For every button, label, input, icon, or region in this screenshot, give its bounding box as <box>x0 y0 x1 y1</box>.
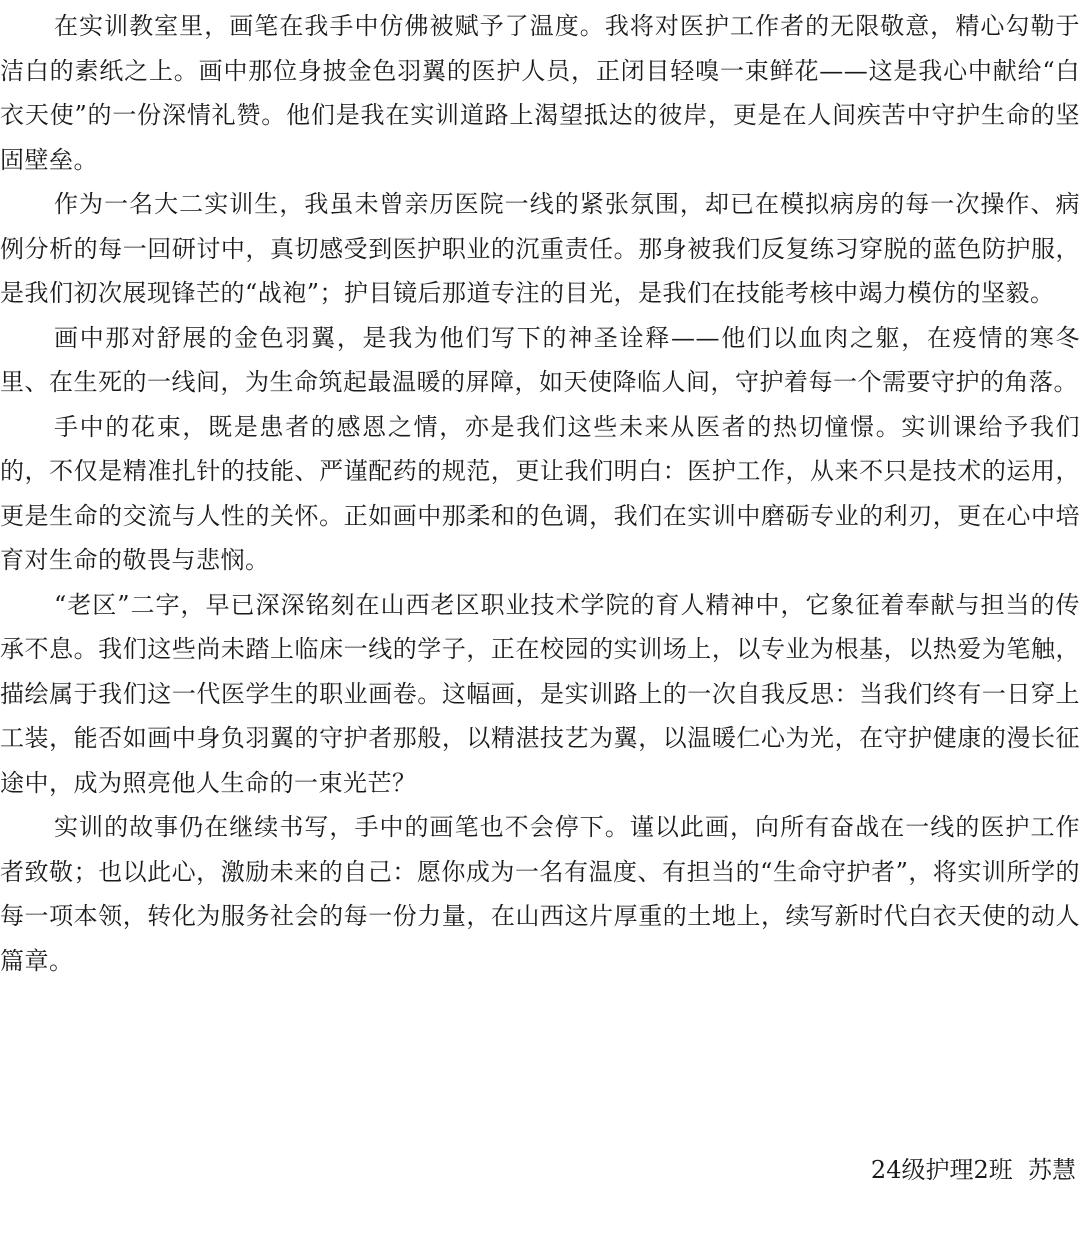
paragraph-2: 作为一名大二实训生，我虽未曾亲历医院一线的紧张氛围，却已在模拟病房的每一次操作、病例分析的每一回研讨中，真切感受到医护职业的沉重责任。那身被我们反复练习穿脱的蓝色防护服，是我们初次展现锋芒的“战袍”；护目镜后那道专注的目光，是我们在技能考核中竭力模仿的坚毅。 <box>0 190 1080 307</box>
paragraph-5: “老区”二字，早已深深铭刻在山西老区职业技术学院的育人精神中，它象征着奉献与担当的传承不息。我们这些尚未踏上临床一线的学子，正在校园的实训场上，以专业为根基，以热爱为笔触，描绘属于我们这一代医学生的职业画卷。这幅画，是实训路上的一次自我反思：当我们终有一日穿上工装，能否如画中身负羽翼的守护者那般，以精湛技艺为翼，以温暖仁心为光，在守护健康的漫长征途中，成为照亮他人生命的一束光芒？ <box>0 590 1080 797</box>
paragraph-6: 实训的故事仍在继续书写，手中的画笔也不会停下。谨以此画，向所有奋战在一线的医护工作者致敬；也以此心，激励未来的自己：愿你成为一名有温度、有担当的“生命守护者”，将实训所学的每一项本领，转化为服务社会的每一份力量，在山西这片厚重的土地上，续写新时代白衣天使的动人篇章。 <box>0 813 1080 975</box>
paragraph-1: 在实训教室里，画笔在我手中仿佛被赋予了温度。我将对医护工作者的无限敬意，精心勾勒于洁白的素纸之上。画中那位身披金色羽翼的医护人员，正闭目轻嗅一束鲜花——这是我心中献给“白衣天使”的一份深情礼赞。他们是我在实训道路上渴望抵达的彼岸，更是在人间疾苦中守护生命的坚固壁垒。 <box>0 12 1080 174</box>
author-signature: 24级护理2班 苏慧 <box>870 1156 1076 1184</box>
paragraph-4: 手中的花束，既是患者的感恩之情，亦是我们这些未来从医者的热切憧憬。实训课给予我们的，不仅是精准扎针的技能、严谨配药的规范，更让我们明白：医护工作，从来不只是技术的运用，更是生命的交流与人性的关怀。正如画中那柔和的色调，我们在实训中磨砺专业的利刃，更在心中培育对生命的敬畏与悲悯。 <box>0 412 1080 574</box>
paragraph-3: 画中那对舒展的金色羽翼，是我为他们写下的神圣诠释——他们以血肉之躯，在疫情的寒冬里、在生死的一线间，为生命筑起最温暖的屏障，如天使降临人间，守护着每一个需要守护的角落。 <box>0 323 1080 396</box>
essay-body <box>0 4 1080 983</box>
